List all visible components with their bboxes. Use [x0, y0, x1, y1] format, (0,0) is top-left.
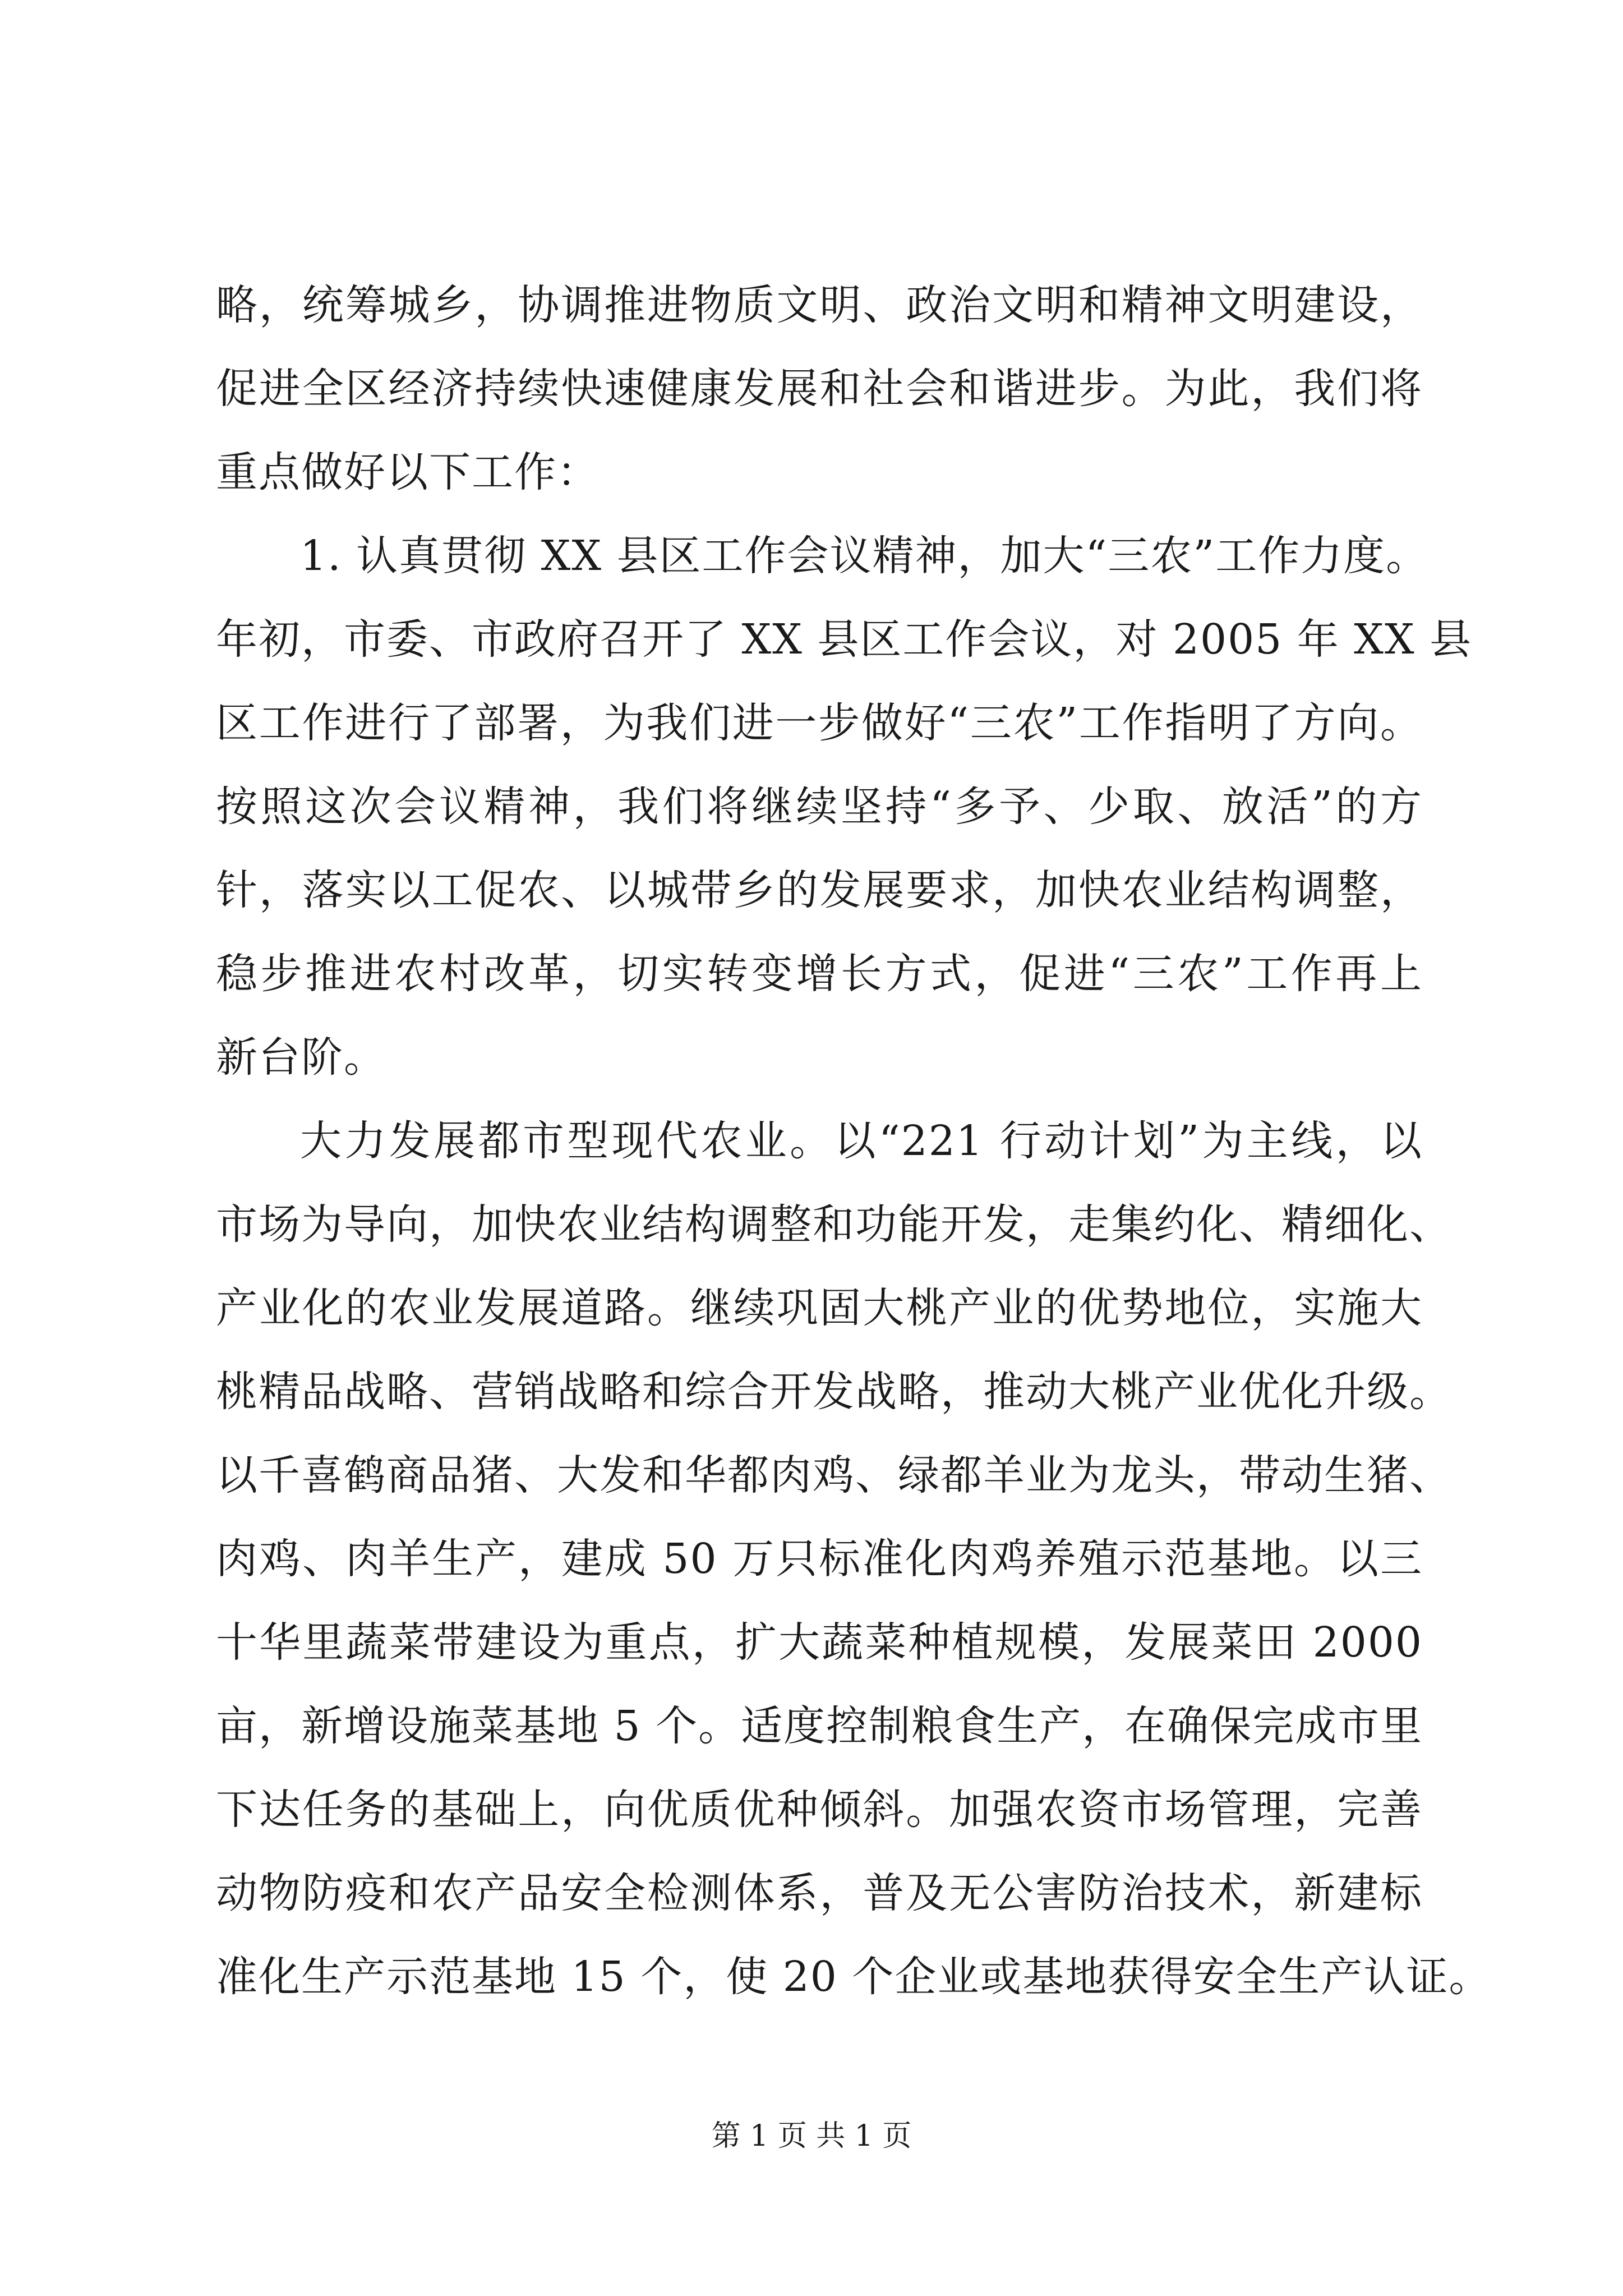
text-line: 产业化的农业发展道路。继续巩固大桃产业的优势地位，实施大: [216, 1284, 1423, 1332]
text-line: 稳步推进农村改革，切实转变增长方式，促进“三农”工作再上: [216, 950, 1423, 998]
paragraph: [216, 1099, 1492, 2019]
text-line: 年初，市委、市政府召开了 XX 县区工作会议，对 2005 年 XX 县: [216, 615, 1473, 664]
paragraph: [216, 514, 1473, 1099]
text-line: 区工作进行了部署，为我们进一步做好“三农”工作指明了方向。: [216, 699, 1423, 747]
text-line: 准化生产示范基地 15 个，使 20 个企业或基地获得安全生产认证。: [216, 1953, 1492, 2001]
text-line: 以千喜鹤商品猪、大发和华都肉鸡、绿都羊业为龙头，带动生猪、: [216, 1451, 1452, 1499]
text-line: 促进全区经济持续快速健康发展和社会和谐进步。为此，我们将: [216, 365, 1423, 413]
document-body: [216, 264, 1492, 2019]
text-line: 十华里蔬菜带建设为重点，扩大蔬菜种植规模，发展菜田 2000: [216, 1618, 1423, 1667]
text-line: 针，落实以工促农、以城带乡的发展要求，加快农业结构调整，: [216, 866, 1423, 914]
text-line: 市场为导向，加快农业结构调整和功能开发，走集约化、精细化、: [216, 1200, 1452, 1249]
text-line: 重点做好以下工作：: [216, 448, 600, 496]
text-line: 桃精品战略、营销战略和综合开发战略，推动大桃产业优化升级。: [216, 1368, 1452, 1416]
text-line: 略，统筹城乡，协调推进物质文明、政治文明和精神文明建设，: [216, 281, 1423, 329]
text-line: 下达任务的基础上，向优质优种倾斜。加强农资市场管理，完善: [216, 1786, 1423, 1834]
page-footer: 第 1 页 共 1 页: [711, 2119, 912, 2153]
text-line: 按照这次会议精神，我们将继续坚持“多予、少取、放活”的方: [216, 783, 1423, 831]
text-line: 1. 认真贯彻 XX 县区工作会议精神，加大“三农”工作力度。: [300, 532, 1429, 580]
paragraph: [216, 264, 1423, 514]
text-line: 新台阶。: [216, 1033, 386, 1082]
text-line: 肉鸡、肉羊生产，建成 50 万只标准化肉鸡养殖示范基地。以三: [216, 1535, 1423, 1583]
text-line: 亩，新增设施菜基地 5 个。适度控制粮食生产，在确保完成市里: [216, 1702, 1423, 1750]
text-line: 动物防疫和农产品安全检测体系，普及无公害防治技术，新建标: [216, 1869, 1423, 1917]
text-line: 大力发展都市型现代农业。以“221 行动计划”为主线，以: [300, 1117, 1423, 1165]
